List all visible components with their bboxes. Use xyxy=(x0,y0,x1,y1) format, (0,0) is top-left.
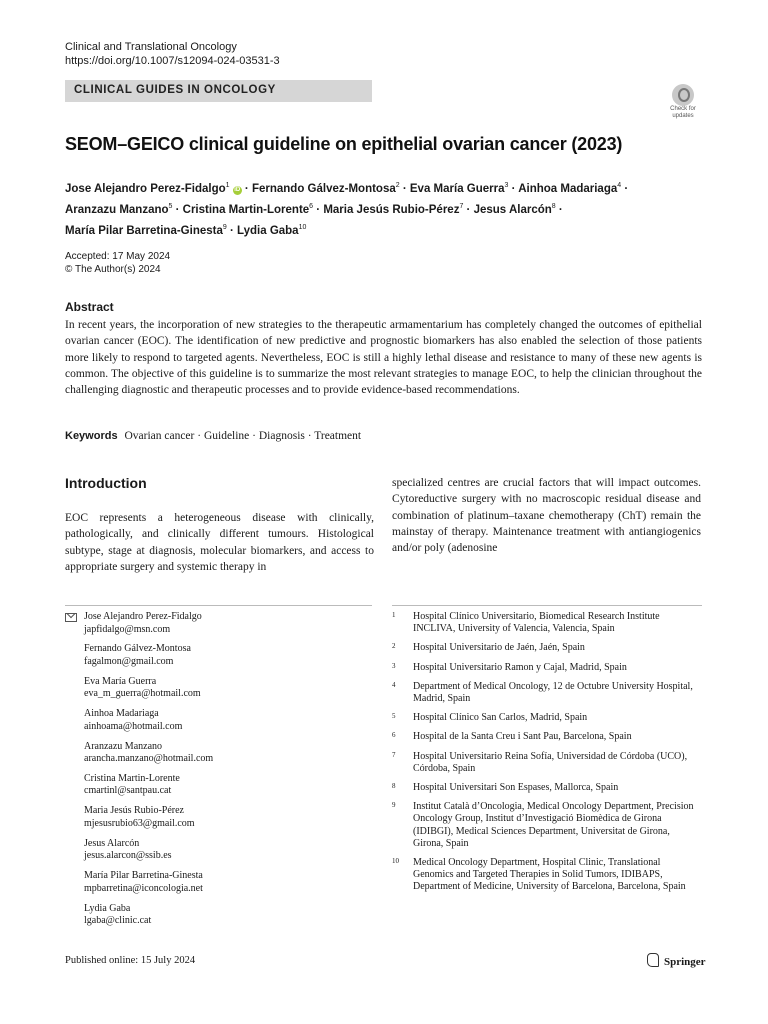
introduction-heading: Introduction xyxy=(65,475,147,491)
affiliation-text: Hospital de la Santa Creu i Sant Pau, Barcelona, Spain xyxy=(413,731,632,743)
envelope-icon xyxy=(65,613,77,622)
publisher-logo xyxy=(647,953,706,968)
affiliation-item xyxy=(392,712,702,724)
author-affil-ref: 10 xyxy=(298,223,307,231)
affiliation-item xyxy=(392,801,702,850)
author-name[interactable]: Maria Jesús Rubio-Pérez xyxy=(323,203,460,216)
contact-item xyxy=(65,643,365,668)
contact-email[interactable]: japfidalgo@msn.com xyxy=(84,623,171,635)
contact-item xyxy=(65,870,365,895)
author-affil-ref: 6 xyxy=(309,202,314,210)
doi-link[interactable]: https://doi.org/10.1007/s12094-024-03531-3 xyxy=(65,55,280,67)
affiliation-text: Department of Medical Oncology, 12 de Octubre University Hospital, Madrid, Spain xyxy=(413,680,693,705)
affiliation-text: Hospital Universitari Son Espases, Mallorca, Spain xyxy=(413,782,619,794)
author-affil-ref: 8 xyxy=(551,202,556,210)
article-dates xyxy=(65,250,170,276)
author-name[interactable]: Cristina Martin-Lorente xyxy=(182,203,310,216)
check-updates-line1: Check for xyxy=(670,106,696,112)
contact-item xyxy=(65,708,365,733)
article-title: SEOM–GEICO clinical guideline on epithelial ovarian cancer (2023) xyxy=(65,134,623,154)
contact-name: Aranzazu Manzano xyxy=(84,740,163,752)
contact-email[interactable]: arancha.manzano@hotmail.com xyxy=(84,753,214,765)
footnote-divider-left xyxy=(65,605,372,606)
affiliation-item xyxy=(392,681,702,705)
affiliation-number: 4 xyxy=(392,680,396,689)
contact-item xyxy=(65,741,365,766)
affiliation-number: 5 xyxy=(392,712,396,721)
journal-name: Clinical and Translational Oncology xyxy=(65,41,237,53)
abstract-heading: Abstract xyxy=(65,300,114,314)
contact-item xyxy=(65,838,365,863)
publisher-name: Springer xyxy=(664,956,706,968)
author-list: Jose Alejandro Perez-Fidalgo$^1$ iD · Fernando Gálvez-Montosa$^2$ · Eva María Guerra$^3$ · Ainhoa Madariaga$^4$ · Aranzazu Manzano$^5$ · Cristina Martin-Lorente$^6$ · Maria Jesús Rubio-Pérez$^7$ · Jesus Alarcón$^8$ · María Pilar Barretina-Ginesta$^9$ · Lydia Gaba$^{10}$ xyxy=(65,182,629,237)
affiliation-number: 10 xyxy=(392,857,399,866)
author-name[interactable]: Jose Alejandro Perez-Fidalgo xyxy=(65,182,226,195)
author-affil-ref: 1 xyxy=(225,182,230,189)
affiliation-number: 7 xyxy=(392,750,396,759)
contact-item xyxy=(65,903,365,928)
contact-name: Maria Jesús Rubio-Pérez xyxy=(84,805,184,817)
check-for-updates-badge[interactable] xyxy=(664,84,702,124)
contact-list xyxy=(65,611,365,935)
contact-name: Cristina Martin-Lorente xyxy=(84,772,180,784)
author-name[interactable]: Aranzazu Manzano xyxy=(65,203,169,216)
contact-email[interactable]: ainhoama@hotmail.com xyxy=(84,720,183,732)
contact-name: Jesus Alarcón xyxy=(84,837,140,849)
affiliation-number: 8 xyxy=(392,782,396,791)
affiliation-item xyxy=(392,782,702,794)
footnote-divider-right xyxy=(392,605,702,606)
affiliation-item xyxy=(392,611,702,635)
affiliation-item xyxy=(392,642,702,654)
contact-item xyxy=(65,773,365,798)
contact-item xyxy=(65,611,365,636)
contact-name: Fernando Gálvez-Montosa xyxy=(84,643,191,655)
contact-item xyxy=(65,676,365,701)
affiliation-text: Hospital Universitario de Jaén, Jaén, Spain xyxy=(413,642,585,654)
contact-email[interactable]: cmartinl@santpau.cat xyxy=(84,785,172,797)
orcid-icon[interactable]: iD xyxy=(234,186,241,193)
contact-name: María Pilar Barretina-Ginesta xyxy=(84,870,203,882)
contact-email[interactable]: fagalmon@gmail.com xyxy=(84,655,174,667)
contact-email[interactable]: jesus.alarcon@ssib.es xyxy=(84,850,172,862)
affiliation-item xyxy=(392,751,702,775)
author-affil-ref: 2 xyxy=(395,182,400,189)
author-name[interactable]: María Pilar Barretina-Ginesta xyxy=(65,224,223,237)
introduction-col2: specialized centres are crucial factors that will impact outcomes. Cytoreductive surgery with no macroscopic residual disease and combination of platinum–taxane chemotherapy (ChT) remain the mainstay of therapy. Maintenance treatment with antiangiogenics and/or poly (adenosine xyxy=(392,477,701,555)
published-date: Published online: 15 July 2024 xyxy=(65,955,196,966)
affiliation-text: Hospital Clínico Universitario, Biomedical Research Institute INCLIVA, University of Valencia, Valencia, Spain xyxy=(413,611,660,635)
affiliation-item xyxy=(392,662,702,674)
copyright: © The Author(s) 2024 xyxy=(65,264,161,275)
author-name[interactable]: Fernando Gálvez-Montosa xyxy=(251,182,396,195)
keywords-label: Keywords xyxy=(65,430,118,442)
author-affil-ref: 4 xyxy=(617,182,622,189)
author-affil-ref: 7 xyxy=(459,202,464,210)
abstract-text: In recent years, the incorporation of new strategies to the therapeutic armamentarium has completely changed the outcomes of epithelial ovarian cancer (EOC). The identification of new predictive and prognostic biomarkers has also enabled the selection of those patients more likely to respond to targeted agents. Nevertheless, EOC is still a highly lethal disease and resistance to many of these new agents is common. The objective of this guideline is to summarize the most relevant strategies to manage EOC, to help the clinician throughout the challenging diagnostic and therapeutic processes and to provide evidence-based recommendations. xyxy=(65,319,702,397)
author-name[interactable]: Lydia Gaba xyxy=(237,224,299,237)
affiliation-number: 2 xyxy=(392,642,396,651)
contact-email[interactable]: lgaba@clinic.cat xyxy=(84,915,152,927)
contact-email[interactable]: eva_m_guerra@hotmail.com xyxy=(84,688,201,700)
introduction-col1: EOC represents a heterogeneous disease with clinically, pathologically, and clinically different tumours. Histological subtype, stage at diagnosis, molecular biomarkers, and access to appropriate surgery and systemic therapy in xyxy=(65,512,374,573)
author-affil-ref: 3 xyxy=(504,182,509,189)
affiliation-number: 1 xyxy=(392,611,396,619)
contact-name: Ainhoa Madariaga xyxy=(84,708,159,720)
affiliation-list xyxy=(392,611,702,901)
author-name[interactable]: Eva María Guerra xyxy=(409,182,505,195)
author-affil-ref: 5 xyxy=(168,202,173,210)
affiliation-number: 9 xyxy=(392,801,396,810)
affiliation-text: Institut Català d’Oncologia, Medical Oncology Department, Precision Oncology Group, Institut d’Investigació Biomèdica de Girona (IDIBGI), Medical Sciences Department, Universitat de Girona, Girona, Spain xyxy=(413,801,694,849)
contact-email[interactable]: mjesusrubio63@gmail.com xyxy=(84,817,195,829)
section-banner xyxy=(65,80,372,102)
author-name[interactable]: Ainhoa Madariaga xyxy=(518,182,618,195)
contact-email[interactable]: mpbarretina@iconcologia.net xyxy=(84,882,203,894)
springer-horse-icon xyxy=(647,953,659,967)
journal-header xyxy=(65,40,280,68)
affiliation-number: 3 xyxy=(392,661,396,670)
check-updates-icon xyxy=(672,84,694,106)
affiliation-text: Hospital Clínico San Carlos, Madrid, Spain xyxy=(413,712,588,724)
affiliation-item xyxy=(392,731,702,743)
keywords-text: Ovarian cancer · Guideline · Diagnosis · Treatment xyxy=(124,430,362,442)
contact-name: Lydia Gaba xyxy=(84,902,131,914)
contact-item xyxy=(65,805,365,830)
check-updates-line2: updates xyxy=(672,113,694,119)
contact-name: Jose Alejandro Perez-Fidalgo xyxy=(84,611,202,622)
contact-name: Eva María Guerra xyxy=(84,675,157,687)
author-affil-ref: 9 xyxy=(222,223,227,231)
affiliation-text: Medical Oncology Department, Hospital Clinic, Translational Genomics and Targeted Therapies in Solid Tumors, IDIBAPS, Department of Medicine, University of Barcelona, Barcelona, Spain xyxy=(413,857,686,893)
affiliation-number: 6 xyxy=(392,731,396,740)
affiliation-text: Hospital Universitario Reina Sofía, Universidad de Córdoba (UCO), Córdoba, Spain xyxy=(413,750,688,774)
author-name[interactable]: Jesus Alarcón xyxy=(473,203,552,216)
section-banner-label: CLINICAL GUIDES IN ONCOLOGY xyxy=(74,84,276,96)
affiliation-item xyxy=(392,857,702,894)
keywords xyxy=(65,430,361,442)
affiliation-text: Hospital Universitario Ramon y Cajal, Madrid, Spain xyxy=(413,661,627,673)
accepted-date: Accepted: 17 May 2024 xyxy=(65,251,171,262)
